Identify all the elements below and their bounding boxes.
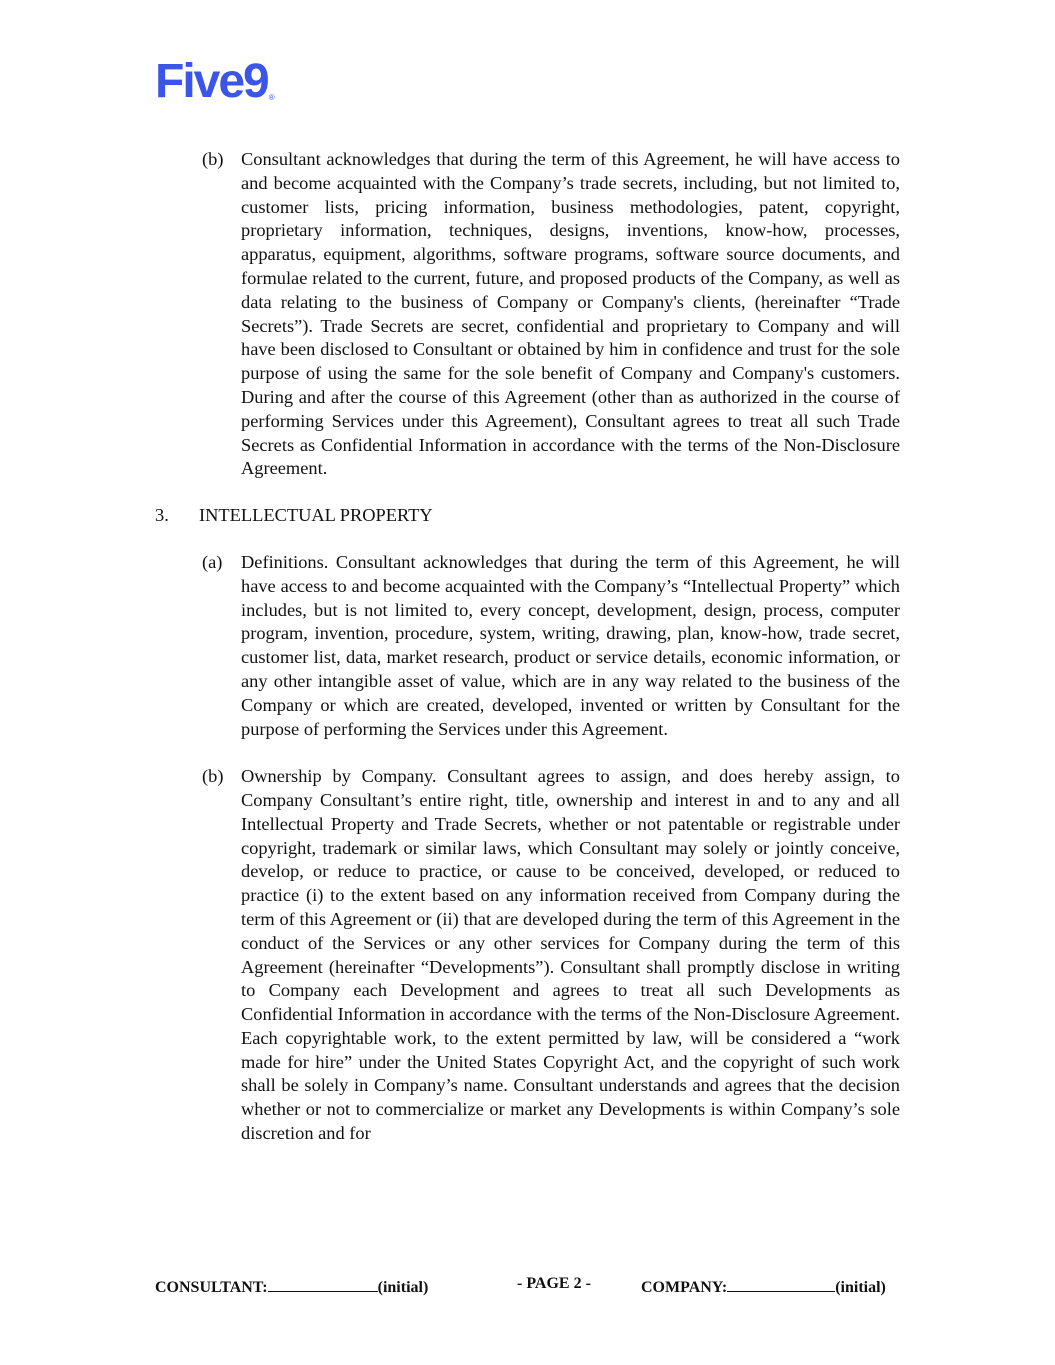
section-number: 3.: [155, 505, 169, 526]
logo-text: Five9: [155, 55, 268, 108]
clause-marker: (a): [202, 551, 223, 572]
consultant-initial-note: (initial): [377, 1279, 429, 1296]
clause-marker: (b): [202, 766, 224, 787]
document-body: [155, 148, 900, 1146]
section-heading-3: [155, 504, 900, 528]
consultant-initial-line: [155, 1275, 428, 1297]
company-initial-line: [641, 1275, 886, 1297]
clause-text: Ownership by Company. Consultant agrees to assign, and does hereby assign, to Company Consultant’s entire right, title, ownership and interest in and to any and all Intellectual Property and Trade Secrets, whether or not patentable or registrable under copyright, trademark or similar laws, which Consultant may solely or jointly conceive, develop, or reduce to practice, or cause to be conceived, developed, or reduced to practice (i) to the extent based on any information received from Company during the term of this Agreement or (ii) that are developed during the term of this Agreement in the conduct of the Services or any other services for Company during the term of this Agreement (hereinafter “Developments”). Consultant shall promptly disclose in writing to Company each Development and agrees to treat all such Developments as Confidential Information in accordance with the terms of the Non-Disclosure Agreement. Each copyrightable work, to the extent permitted by law, will be considered a “work made for hire” under the United States Copyright Act, and the copyright of such work shall be solely in Company’s name. Consultant understands and agrees that the decision whether or not to commercialize or market any Developments is within Company’s sole discretion and for: [241, 766, 900, 1144]
clause-text: Definitions. Consultant acknowledges that during the term of this Agreement, he will have access to and become acquainted with the Company’s “Intellectual Property” which includes, but is not limited to, every concept, development, design, process, computer program, invention, procedure, system, writing, drawing, plan, know-how, trade secret, customer list, data, market research, product or service details, economic information, or any other intangible asset of value, which are in any way related to the business of the Company or which are created, developed, invented or written by Consultant for the purpose of performing the Services under this Agreement.: [241, 551, 900, 739]
consultant-label: CONSULTANT:: [155, 1279, 268, 1296]
clause-marker: (b): [202, 149, 224, 169]
paragraph-gap: [155, 741, 900, 765]
clause-text: Consultant acknowledges that during the term of this Agreement, he will have access to and become acquainted with the Company’s trade secrets, including, but not limited to, customer lists, pricing information, business methodologies, patent, copyright, proprietary information, techniques, designs, inventions, know-how, processes, apparatus, equipment, algorithms, software programs, software source documents, and formulae related to the current, future, and proposed products of the Company, as well as data relating to the business of Company or Company's clients, (hereinafter “Trade Secrets”). Trade Secrets are secret, confidential and proprietary to Company and will have been disclosed to Consultant or obtained by him in confidence and trust for the sole purpose of using the same for the sole benefit of Company and Company's customers. During and after the course of this Agreement (other than as authorized in the course of performing Services under this Agreement), Consultant agrees to treat all such Trade Secrets as Confidential Information in accordance with the terms of the Non-Disclosure Agreement.: [241, 149, 900, 479]
company-initial-note: (initial): [835, 1279, 886, 1296]
five9-logo: [155, 55, 275, 108]
section-title: INTELLECTUAL PROPERTY: [199, 505, 433, 526]
page-number: - PAGE 2 -: [517, 1275, 591, 1292]
company-label: COMPANY:: [641, 1279, 728, 1296]
clause-2b: [202, 148, 900, 481]
clause-3b: [202, 765, 900, 1146]
company-initial-blank[interactable]: [727, 1275, 835, 1292]
consultant-initial-blank[interactable]: [268, 1275, 378, 1292]
clause-3a: [202, 551, 900, 741]
logo-registered-mark: ®: [268, 93, 275, 102]
